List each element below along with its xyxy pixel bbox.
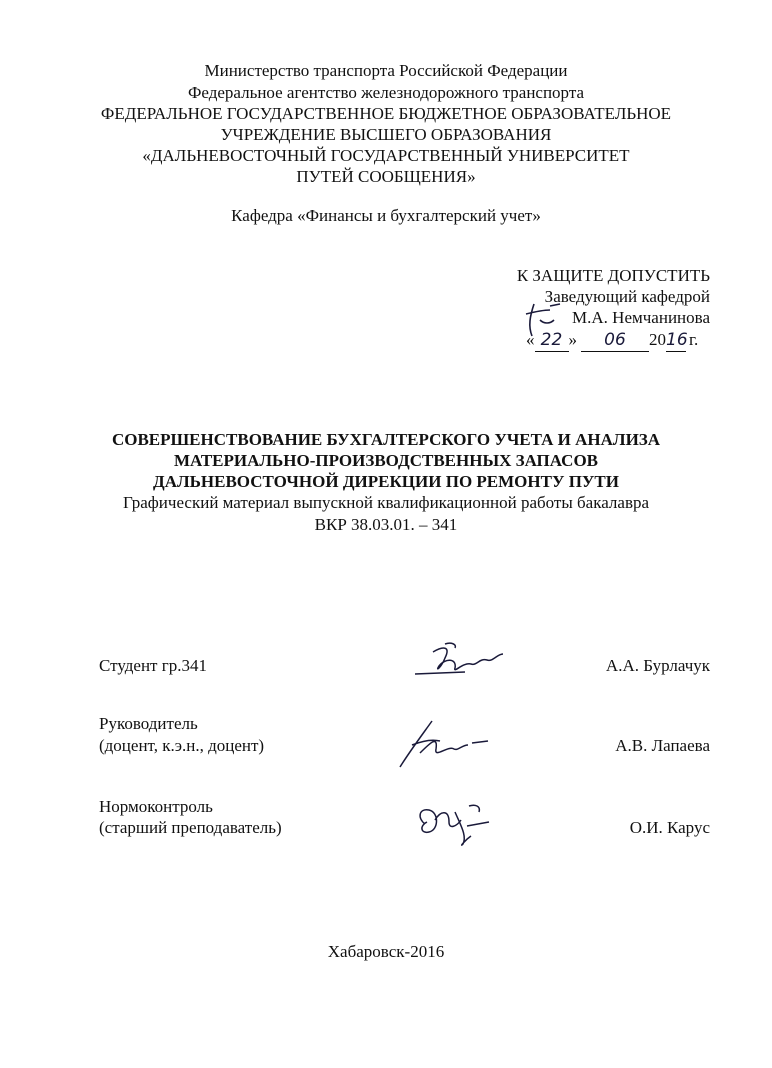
ministry-line: Министерство транспорта Российской Федерации bbox=[204, 61, 568, 80]
supervisor-role: Руководитель bbox=[99, 714, 198, 733]
department-line: Кафедра «Финансы и бухгалтерский учет» bbox=[231, 206, 541, 225]
student-signature bbox=[405, 638, 515, 682]
city-year: Хабаровск-2016 bbox=[327, 942, 445, 961]
supervisor-name: А.В. Лапаева bbox=[615, 736, 710, 755]
date-month: 06 bbox=[604, 330, 626, 350]
approval-position: Заведующий кафедрой bbox=[544, 287, 710, 306]
date-open-quote: « bbox=[526, 330, 535, 349]
approval-date bbox=[526, 329, 698, 352]
date-year-prefix: 20 bbox=[649, 330, 666, 349]
supervisor-detail: (доцент, к.э.н., доцент) bbox=[99, 736, 265, 755]
date-year-suffix: 16 bbox=[666, 330, 688, 350]
university-line-2: ПУТЕЙ СООБЩЕНИЯ» bbox=[296, 167, 476, 186]
university-line-1: «ДАЛЬНЕВОСТОЧНЫЙ ГОСУДАРСТВЕННЫЙ УНИВЕРСИТЕТ bbox=[142, 146, 630, 165]
normcontrol-role: Нормоконтроль bbox=[99, 797, 213, 816]
normcontrol-detail: (старший преподаватель) bbox=[99, 818, 282, 837]
normcontrol-name: О.И. Карус bbox=[629, 818, 710, 837]
approval-title: К ЗАЩИТЕ ДОПУСТИТЬ bbox=[516, 266, 710, 285]
date-suffix: г. bbox=[689, 330, 699, 349]
institution-line-2: УЧРЕЖДЕНИЕ ВЫСШЕГО ОБРАЗОВАНИЯ bbox=[220, 125, 552, 144]
date-day: 22 bbox=[540, 330, 563, 350]
supervisor-signature bbox=[392, 715, 502, 773]
title-line-2: МАТЕРИАЛЬНО-ПРОИЗВОДСТВЕННЫХ ЗАПАСОВ bbox=[173, 451, 599, 470]
student-role: Студент гр.341 bbox=[99, 656, 207, 675]
title-line-3: ДАЛЬНЕВОСТОЧНОЙ ДИРЕКЦИИ ПО РЕМОНТУ ПУТИ bbox=[153, 472, 619, 491]
agency-line: Федеральное агентство железнодорожного транспорта bbox=[187, 83, 585, 102]
title-line-1: СОВЕРШЕНСТВОВАНИЕ БУХГАЛТЕРСКОГО УЧЕТА И АНАЛИЗА bbox=[111, 430, 661, 449]
normcontrol-signature bbox=[405, 796, 505, 852]
subtitle-line: Графический материал выпускной квалификационной работы бакалавра bbox=[122, 493, 650, 512]
student-name: А.А. Бурлачук bbox=[605, 656, 710, 675]
approval-name: М.А. Немчанинова bbox=[572, 308, 710, 327]
work-code: ВКР 38.03.01. – 341 bbox=[314, 515, 458, 534]
institution-line-1: ФЕДЕРАЛЬНОЕ ГОСУДАРСТВЕННОЕ БЮДЖЕТНОЕ ОБРАЗОВАТЕЛЬНОЕ bbox=[100, 104, 672, 123]
date-close-quote: » bbox=[568, 330, 577, 349]
